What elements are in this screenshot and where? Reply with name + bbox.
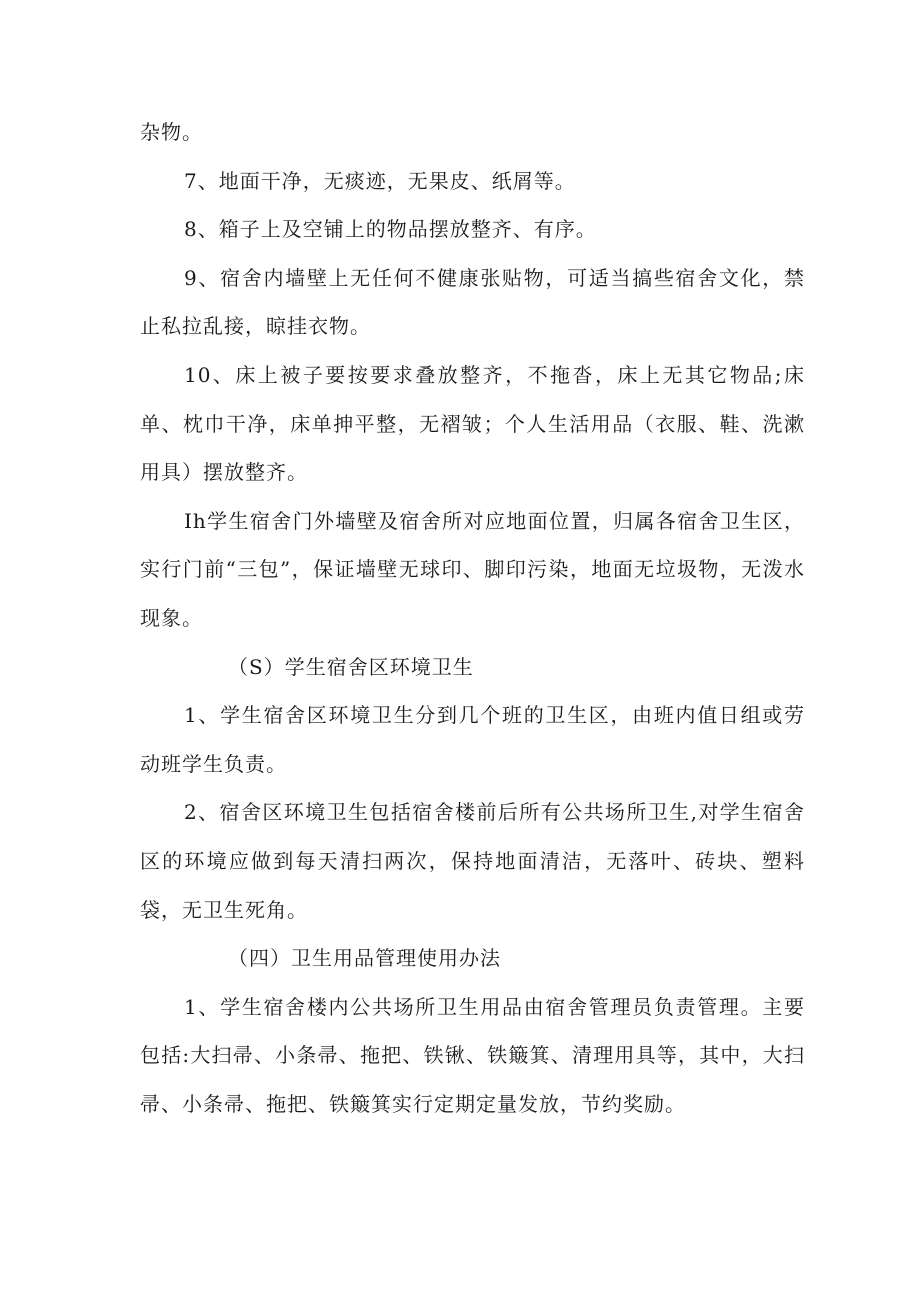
section-heading-4: （四）卫生用品管理使用办法 [228, 946, 501, 971]
paragraph-env-1: 1、学生宿舍区环境卫生分到几个班的卫生区，由班内值日组或劳动班学生负责。 [140, 703, 805, 776]
paragraph-item-10: 10、床上被子要按要求叠放整齐，不拖沓，床上无其它物品;床单、枕巾干净，床单抻平整，无褶皱；个人生活用品（衣服、鞋、洗漱用具）摆放整齐。 [140, 362, 805, 485]
paragraph-item-7: 7、地面干净，无痰迹，无果皮、纸屑等。 [184, 168, 576, 193]
paragraph-item-8: 8、箱子上及空铺上的物品摆放整齐、有序。 [184, 217, 597, 242]
section-heading-3: （S）学生宿舍区环境卫生 [228, 654, 474, 679]
paragraph-supplies-1: 1、学生宿舍楼内公共场所卫生用品由宿舍管理员负责管理。主要包括:大扫帚、小条帚、拖把、铁锹、铁簸箕、清理用具等，其中，大扫帚、小条帚、拖把、铁簸箕实行定期定量发放，节约奖励。 [140, 994, 805, 1116]
paragraph-item-11: Ih学生宿舍门外墙壁及宿舍所对应地面位置，归属各宿舍卫生区，实行门前“三包”，保证墙壁无球印、脚印污染，地面无垃圾物，无泼水现象。 [140, 508, 805, 630]
paragraph-env-2: 2、宿舍区环境卫生包括宿舍楼前后所有公共场所卫生,对学生宿舍区的环境应做到每天清扫两次，保持地面清洁，无落叶、砖块、塑料袋，无卫生死角。 [140, 800, 805, 922]
paragraph-item-9: 9、宿舍内墙壁上无任何不健康张贴物，可适当搞些宿舍文化，禁止私拉乱接，晾挂衣物。 [140, 265, 805, 339]
document-body [140, 108, 805, 1128]
paragraph-continuation: 杂物。 [140, 120, 203, 144]
